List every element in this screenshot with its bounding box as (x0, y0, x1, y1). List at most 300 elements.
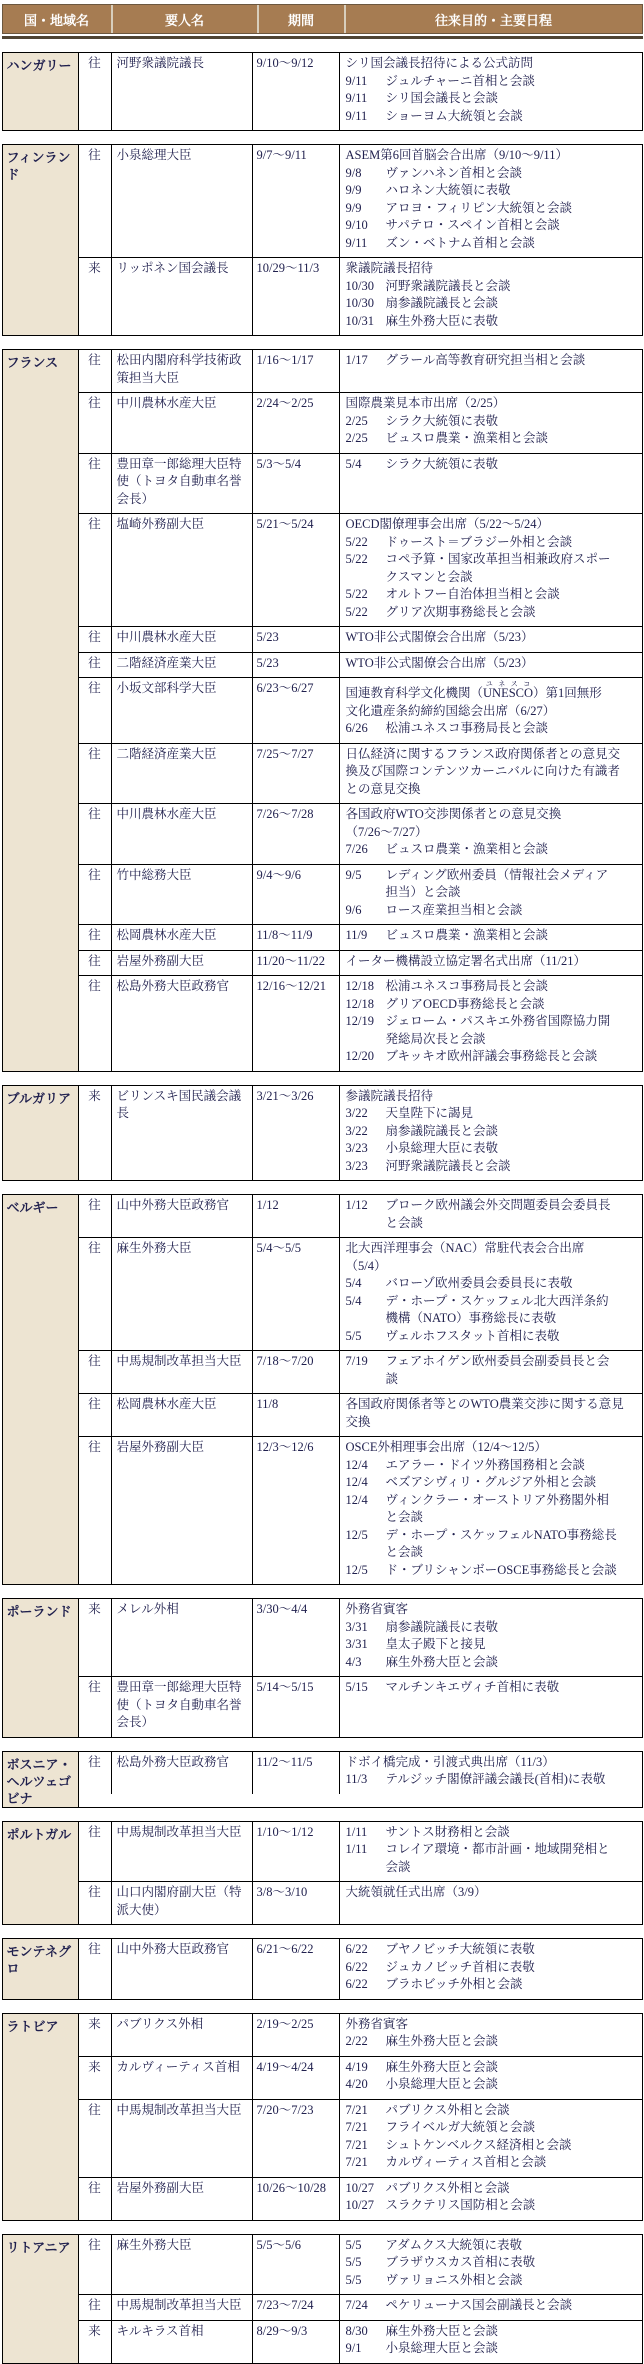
schedule-text: カルヴィーティス首相と会談 (385, 2155, 547, 2169)
country-cell: フランス (3, 350, 79, 1071)
schedule-item (346, 1158, 632, 1176)
schedule-text: ロース産業担当相と会談 (385, 902, 523, 917)
schedule-item (346, 1562, 632, 1580)
purpose-cell (340, 1752, 642, 1794)
country-block (2, 1751, 643, 1808)
direction-cell: 往 (79, 1195, 112, 1237)
schedule-item (346, 927, 632, 945)
direction-cell: 往 (79, 744, 112, 804)
period-cell: 11/8 (253, 1394, 340, 1436)
purpose-cell (340, 627, 642, 652)
schedule-date: 4/20 (345, 2077, 368, 2091)
period-cell: 2/24～2/25 (253, 393, 340, 453)
schedule-text: アダムクス大統領に表敬 (385, 2237, 523, 2252)
period-cell: 9/7～9/11 (253, 145, 340, 257)
schedule-item (346, 1976, 632, 1994)
purpose-line: OECD閣僚理事会出席（5/22～5/24） (345, 517, 549, 531)
schedule-date: 7/21 (345, 2155, 368, 2169)
schedule-item (346, 2323, 632, 2341)
purpose-line: ASEM第6回首脳会合出席（9/10～9/11） (345, 148, 568, 162)
purpose-line: 国際農業見本市出席（2/25） (345, 396, 506, 410)
dignitary-name-cell: 松田内閣府科学技術政策担当大臣 (112, 350, 253, 392)
schedule-text: グリア次期事務総長と会談 (385, 604, 536, 619)
purpose-cell (340, 925, 642, 950)
schedule-date: 12/18 (345, 996, 374, 1011)
direction-cell: 往 (79, 2295, 112, 2320)
rows-container (79, 145, 642, 335)
schedule-date: 2/25 (345, 413, 368, 428)
period-cell: 5/14～5/15 (253, 1677, 340, 1737)
purpose-cell (340, 53, 642, 130)
purpose-cell (340, 1677, 642, 1737)
dignitary-name-cell: 中馬規制改革担当大臣 (112, 1822, 253, 1882)
schedule-date: 5/4 (345, 1276, 362, 1290)
schedule-text: ビュスロ農業・漁業相と会談 (385, 842, 549, 856)
schedule-date: 5/4 (345, 1293, 362, 1308)
direction-cell: 往 (79, 53, 112, 130)
direction-cell: 往 (79, 514, 112, 626)
schedule-item (346, 1771, 632, 1789)
schedule-item (346, 867, 632, 902)
schedule-item (346, 352, 632, 370)
direction-cell: 往 (79, 2235, 112, 2295)
dignitary-name-cell: 中川農林水産大臣 (112, 804, 253, 864)
dignitary-name-cell: 中馬規制改革担当大臣 (112, 2100, 253, 2177)
period-cell: 12/16～12/21 (253, 976, 340, 1071)
schedule-item (346, 1679, 632, 1697)
purpose-cell (340, 653, 642, 678)
schedule-text: フェアホイゲン欧州委員会副委員長と会談 (385, 1354, 610, 1386)
direction-cell: 往 (79, 925, 112, 950)
schedule-item (346, 2237, 632, 2255)
schedule-date: 5/5 (345, 2272, 362, 2287)
schedule-text: シュトケンベルクス経済相と会談 (385, 2137, 572, 2152)
dignitary-name-cell: 岩屋外務副大臣 (112, 951, 253, 976)
schedule-date: 9/6 (345, 902, 362, 917)
direction-cell: 往 (79, 976, 112, 1071)
schedule-item (346, 1492, 632, 1527)
direction-cell: 往 (79, 865, 112, 925)
schedule-date: 7/26 (345, 842, 368, 856)
visit-row (79, 1350, 642, 1393)
purpose-line: 各国政府関係者等とのWTO農業交渉に関する意見交換 (345, 1397, 624, 1429)
visit-row (79, 2235, 642, 2295)
visit-row (79, 1939, 642, 1999)
purpose-cell (340, 2178, 642, 2220)
schedule-item (346, 1328, 632, 1346)
period-cell: 3/21～3/26 (253, 1086, 340, 1181)
schedule-text: オルトフー自治体担当相と会談 (385, 587, 560, 601)
schedule-item (346, 182, 632, 200)
schedule-text: スラクテリス国防相と会談 (385, 2198, 536, 2212)
direction-cell: 往 (79, 350, 112, 392)
period-cell: 7/23～7/24 (253, 2295, 340, 2320)
schedule-item (346, 996, 632, 1014)
schedule-date: 3/23 (345, 1158, 368, 1173)
schedule-date: 12/5 (345, 1562, 368, 1577)
period-cell: 5/4～5/5 (253, 1238, 340, 1350)
purpose-line: 衆議院議長招待 (345, 261, 434, 275)
schedule-item (346, 2180, 632, 2198)
period-cell: 3/8～3/10 (253, 1882, 340, 1924)
schedule-text: マルチンキエヴィチ首相に表敬 (385, 1680, 560, 1694)
purpose-cell (340, 1394, 642, 1436)
schedule-text: レディング欧州委員（情報社会メディア担当）と会談 (385, 867, 609, 899)
visit-row (79, 1676, 642, 1737)
dignitary-name-cell: 豊田章一郎総理大臣特使（トヨタ自動車名誉会長） (112, 1677, 253, 1737)
schedule-text: 小泉総理大臣と会談 (385, 2077, 499, 2091)
schedule-date: 3/22 (345, 1123, 368, 1138)
period-cell: 5/21～5/24 (253, 514, 340, 626)
purpose-cell (340, 1437, 642, 1584)
purpose-line: WTO非公式閣僚会合出席（5/23） (345, 655, 534, 670)
purpose-line: （7/26～7/27） (345, 824, 428, 839)
schedule-item (346, 2340, 632, 2358)
rows-container (79, 1822, 642, 1925)
visit-row (79, 2014, 642, 2056)
schedule-text: 扇参議院議長に表敬 (385, 1619, 499, 1634)
rows-container (79, 1599, 642, 1737)
country-blocks (2, 52, 643, 2364)
purpose-cell (340, 2295, 642, 2320)
visit-row (79, 392, 642, 453)
schedule-date: 12/19 (345, 1014, 374, 1028)
period-cell: 12/3～12/6 (253, 1437, 340, 1584)
schedule-text: 天皇陛下に謁見 (385, 1106, 474, 1120)
period-cell: 7/25～7/27 (253, 744, 340, 804)
period-cell: 11/8～11/9 (253, 925, 340, 950)
direction-cell: 往 (79, 1394, 112, 1436)
schedule-date: 6/22 (345, 1977, 368, 1991)
schedule-item (346, 1527, 632, 1562)
country-cell: ブルガリア (3, 1086, 79, 1181)
visit-row (79, 2099, 642, 2177)
schedule-item (346, 534, 632, 552)
dignitary-name-cell: ビリンスキ国民議会議長 (112, 1086, 253, 1181)
purpose-cell (340, 2321, 642, 2363)
schedule-date: 1/11 (345, 1824, 368, 1839)
direction-cell: 往 (79, 1238, 112, 1350)
rows-container (79, 1086, 642, 1181)
dignitary-name-cell: 二階経済産業大臣 (112, 653, 253, 678)
schedule-item (346, 1140, 632, 1158)
schedule-date: 9/9 (345, 183, 362, 197)
schedule-text: ヴァンハネン首相と会談 (385, 165, 523, 180)
direction-cell: 往 (79, 627, 112, 652)
schedule-text: 麻生外務大臣と会談 (385, 2059, 499, 2074)
purpose-cell (340, 1195, 642, 1237)
schedule-item (346, 2102, 632, 2120)
schedule-date: 7/24 (345, 2298, 368, 2312)
period-cell: 7/20～7/23 (253, 2100, 340, 2177)
country-block (2, 1085, 643, 1182)
visit-row (79, 1086, 642, 1181)
purpose-line: 大統領就任式出席（3/9） (345, 1885, 487, 1899)
schedule-text: ベズアシヴィリ・グルジア外相と会談 (385, 1475, 597, 1489)
schedule-item (346, 604, 632, 622)
schedule-text: 小泉総理大臣と会談 (385, 2341, 499, 2355)
visit-row (79, 652, 642, 678)
dignitary-name-cell: リッポネン国会議長 (112, 258, 253, 335)
period-cell: 2/19～2/25 (253, 2014, 340, 2056)
purpose-line: 参議院議長招待 (345, 1088, 434, 1103)
schedule-date: 11/3 (345, 1772, 368, 1786)
schedule-text: バローゾ欧州委員会委員長に表敬 (385, 1276, 573, 1290)
period-cell: 10/26～10/28 (253, 2178, 340, 2220)
schedule-item (346, 1353, 632, 1388)
country-block (2, 349, 643, 1072)
country-block (2, 52, 643, 131)
schedule-text: グラール高等教育研究担当相と会談 (385, 353, 586, 367)
schedule-item (346, 1474, 632, 1492)
schedule-text: ビュスロ農業・漁業相と会談 (385, 431, 549, 445)
dignitary-name-cell: 中馬規制改革担当大臣 (112, 1351, 253, 1393)
schedule-item (346, 278, 632, 296)
country-cell: ベルギー (3, 1195, 79, 1584)
schedule-text: 麻生外務大臣に表敬 (385, 313, 499, 328)
schedule-text: ヴィンクラー・オーストリア外務閣外相と会談 (385, 1492, 609, 1524)
schedule-item (346, 2137, 632, 2155)
country-block (2, 2234, 643, 2364)
schedule-text: シラク大統領に表敬 (385, 413, 499, 428)
visit-row (79, 1881, 642, 1924)
schedule-text: ビュスロ農業・漁業相と会談 (385, 928, 549, 942)
direction-cell: 往 (79, 1437, 112, 1584)
schedule-text: 河野衆議院議長と会談 (385, 1158, 511, 1173)
purpose-cell (340, 2235, 642, 2295)
schedule-item (346, 295, 632, 313)
dignitary-name-cell: 松岡農林水産大臣 (112, 925, 253, 950)
direction-cell: 来 (79, 1086, 112, 1181)
dignitary-name-cell: 麻生外務大臣 (112, 1238, 253, 1350)
schedule-text: ジェローム・パスキエ外務省国際協力開発総局次長と会談 (385, 1014, 611, 1046)
visit-row (79, 975, 642, 1071)
schedule-date: 2/22 (345, 2034, 368, 2048)
dignitary-name-cell: 中馬規制改革担当大臣 (112, 2295, 253, 2320)
period-cell: 3/30～4/4 (253, 1599, 340, 1676)
schedule-text: ブラホビッチ外相と会談 (385, 1977, 523, 1991)
schedule-item (346, 90, 632, 108)
schedule-text: 扇参議院議長と会談 (385, 1123, 499, 1138)
direction-cell: 往 (79, 804, 112, 864)
schedule-item (346, 413, 632, 431)
country-block (2, 1938, 643, 2000)
dignitary-name-cell: 中川農林水産大臣 (112, 627, 253, 652)
schedule-date: 5/22 (345, 604, 368, 619)
schedule-text: ショーヨム大統領と会談 (385, 108, 523, 123)
schedule-text: 扇参議院議長と会談 (385, 296, 499, 310)
schedule-date: 12/4 (345, 1475, 368, 1489)
schedule-date: 9/11 (345, 108, 368, 123)
country-block (2, 144, 643, 336)
schedule-date: 4/3 (345, 1654, 362, 1669)
dignitary-name-cell: 河野衆議院議長 (112, 53, 253, 130)
country-cell: フィンランド (3, 145, 79, 335)
purpose-cell (340, 865, 642, 925)
visit-row (79, 2294, 642, 2320)
rows-container (79, 2014, 642, 2220)
rows-container (79, 1752, 642, 1807)
schedule-item (346, 108, 632, 126)
schedule-text: 麻生外務大臣と会談 (385, 2034, 499, 2048)
schedule-item (346, 586, 632, 604)
schedule-item (346, 978, 632, 996)
schedule-date: 10/27 (345, 2180, 374, 2195)
country-block (2, 1821, 643, 1926)
schedule-item (346, 2272, 632, 2290)
schedule-date: 9/10 (345, 218, 368, 232)
period-cell: 5/5～5/6 (253, 2235, 340, 2295)
period-cell: 11/20～11/22 (253, 951, 340, 976)
schedule-text: 皇太子殿下と接見 (385, 1637, 486, 1651)
schedule-item (346, 2033, 632, 2051)
direction-cell: 往 (79, 1882, 112, 1924)
purpose-line: 北大西洋理事会（NAC）常駐代表会合出席 (345, 1241, 585, 1255)
schedule-date: 3/31 (345, 1619, 368, 1634)
schedule-item (346, 1293, 632, 1328)
header-cell-purpose: 往来目的・主要日程 (344, 5, 642, 33)
schedule-text: 麻生外務大臣と会談 (385, 2323, 499, 2338)
purpose-line: ドボイ橋完成・引渡式典出席（11/3） (345, 1754, 555, 1769)
purpose-line: （5/4） (345, 1258, 387, 1273)
visit-row (79, 1822, 642, 1882)
period-cell: 11/2～11/5 (253, 1752, 340, 1794)
dignitary-name-cell: 竹中総務大臣 (112, 865, 253, 925)
table-header (2, 4, 643, 34)
purpose-line: 国連教育科学文化機関（UNESCOユネスコ）第1回無形 (345, 680, 602, 700)
direction-cell: 往 (79, 145, 112, 257)
schedule-date: 5/5 (345, 2237, 362, 2252)
schedule-text: シラク大統領に表敬 (385, 456, 499, 471)
schedule-date: 8/30 (345, 2323, 368, 2338)
schedule-date: 7/21 (345, 2102, 368, 2117)
purpose-line: イーター機構設立協定署名式出席（11/21） (345, 953, 587, 968)
schedule-item (346, 902, 632, 920)
visit-row (79, 453, 642, 514)
schedule-date: 10/31 (345, 313, 374, 328)
schedule-date: 9/11 (345, 235, 368, 250)
schedule-item (346, 313, 632, 331)
schedule-date: 3/22 (345, 1106, 368, 1120)
purpose-cell (340, 1238, 642, 1350)
schedule-date: 5/22 (345, 587, 368, 601)
visit-row (79, 2320, 642, 2363)
schedule-text: パブリクス外相と会談 (385, 2102, 510, 2117)
visit-row (79, 145, 642, 257)
visit-row (79, 350, 642, 392)
schedule-date: 9/1 (345, 2341, 362, 2355)
visit-row (79, 924, 642, 950)
schedule-date: 5/4 (345, 456, 362, 471)
purpose-cell (340, 951, 642, 976)
schedule-text: アロヨ・フィリピン大統領と会談 (385, 200, 573, 215)
purpose-cell (340, 804, 642, 864)
dignitary-name-cell: 山中外務大臣政務官 (112, 1195, 253, 1237)
schedule-date: 12/18 (345, 979, 374, 993)
schedule-item (346, 1275, 632, 1293)
visit-row (79, 1393, 642, 1436)
schedule-date: 6/22 (345, 1959, 368, 1974)
schedule-text: 松浦ユネスコ事務局長と会談 (385, 721, 549, 735)
visit-row (79, 950, 642, 976)
visit-row (79, 2056, 642, 2099)
period-cell: 5/3～5/4 (253, 454, 340, 514)
schedule-date: 7/21 (345, 2120, 368, 2134)
visit-row (79, 513, 642, 626)
direction-cell: 往 (79, 2178, 112, 2220)
purpose-cell (340, 1939, 642, 1999)
direction-cell: 往 (79, 1752, 112, 1794)
direction-cell: 来 (79, 258, 112, 335)
rows-container (79, 1939, 642, 1999)
purpose-cell (340, 1882, 642, 1924)
header-cell-dignitary: 要人名 (111, 5, 257, 33)
direction-cell: 往 (79, 2100, 112, 2177)
dignitary-name-cell: キルキラス首相 (112, 2321, 253, 2363)
dignitary-name-cell: 松岡農林水産大臣 (112, 1394, 253, 1436)
schedule-text: ズン・ベトナム首相と会談 (385, 235, 535, 250)
purpose-cell (340, 145, 642, 257)
schedule-date: 4/19 (345, 2059, 368, 2074)
dignitary-name-cell: 岩屋外務副大臣 (112, 1437, 253, 1584)
schedule-text: フライベルガ大統領と会談 (385, 2120, 536, 2134)
schedule-date: 2/25 (345, 431, 368, 445)
period-cell: 10/29～11/3 (253, 258, 340, 335)
visit-row (79, 1752, 642, 1794)
direction-cell: 往 (79, 951, 112, 976)
schedule-date: 10/30 (345, 278, 374, 293)
period-cell: 1/10～1/12 (253, 1822, 340, 1882)
visit-row (79, 677, 642, 743)
direction-cell: 往 (79, 1822, 112, 1882)
schedule-item (346, 720, 632, 738)
schedule-item (346, 456, 632, 474)
schedule-item (346, 1841, 632, 1876)
dignitary-name-cell: 二階経済産業大臣 (112, 744, 253, 804)
schedule-item (346, 235, 632, 253)
visit-row (79, 864, 642, 925)
direction-cell: 往 (79, 393, 112, 453)
dignitary-name-cell: 岩屋外務副大臣 (112, 2178, 253, 2220)
visit-row (79, 2177, 642, 2220)
period-cell: 4/19～4/24 (253, 2057, 340, 2099)
page (2, 4, 643, 2364)
schedule-item (346, 200, 632, 218)
purpose-cell (340, 1351, 642, 1393)
country-cell: ボスニア・ヘルツェゴビナ (3, 1752, 79, 1807)
schedule-item (346, 1654, 632, 1672)
rows-container (79, 53, 642, 130)
schedule-item (346, 1941, 632, 1959)
schedule-item (346, 841, 632, 859)
period-cell: 5/23 (253, 653, 340, 678)
schedule-item (346, 1105, 632, 1123)
dignitary-name-cell: 麻生外務大臣 (112, 2235, 253, 2295)
purpose-cell (340, 1086, 642, 1181)
schedule-text: コペ予算・国家改革担当相兼政府スポークスマンと会談 (385, 552, 611, 584)
schedule-text: ヴェルホフスタット首相に表敬 (385, 1328, 560, 1343)
schedule-date: 10/30 (345, 296, 374, 310)
schedule-text: ジュカノビッチ首相に表敬 (385, 1959, 535, 1974)
country-block (2, 1194, 643, 1585)
schedule-text: サパテロ・スペイン首相と会談 (385, 218, 560, 232)
schedule-text: ブラザウスカス首相に表敬 (385, 2255, 536, 2269)
schedule-date: 6/26 (345, 721, 368, 735)
schedule-item (346, 551, 632, 586)
direction-cell: 往 (79, 1939, 112, 1999)
period-cell: 9/4～9/6 (253, 865, 340, 925)
visit-row (79, 257, 642, 335)
